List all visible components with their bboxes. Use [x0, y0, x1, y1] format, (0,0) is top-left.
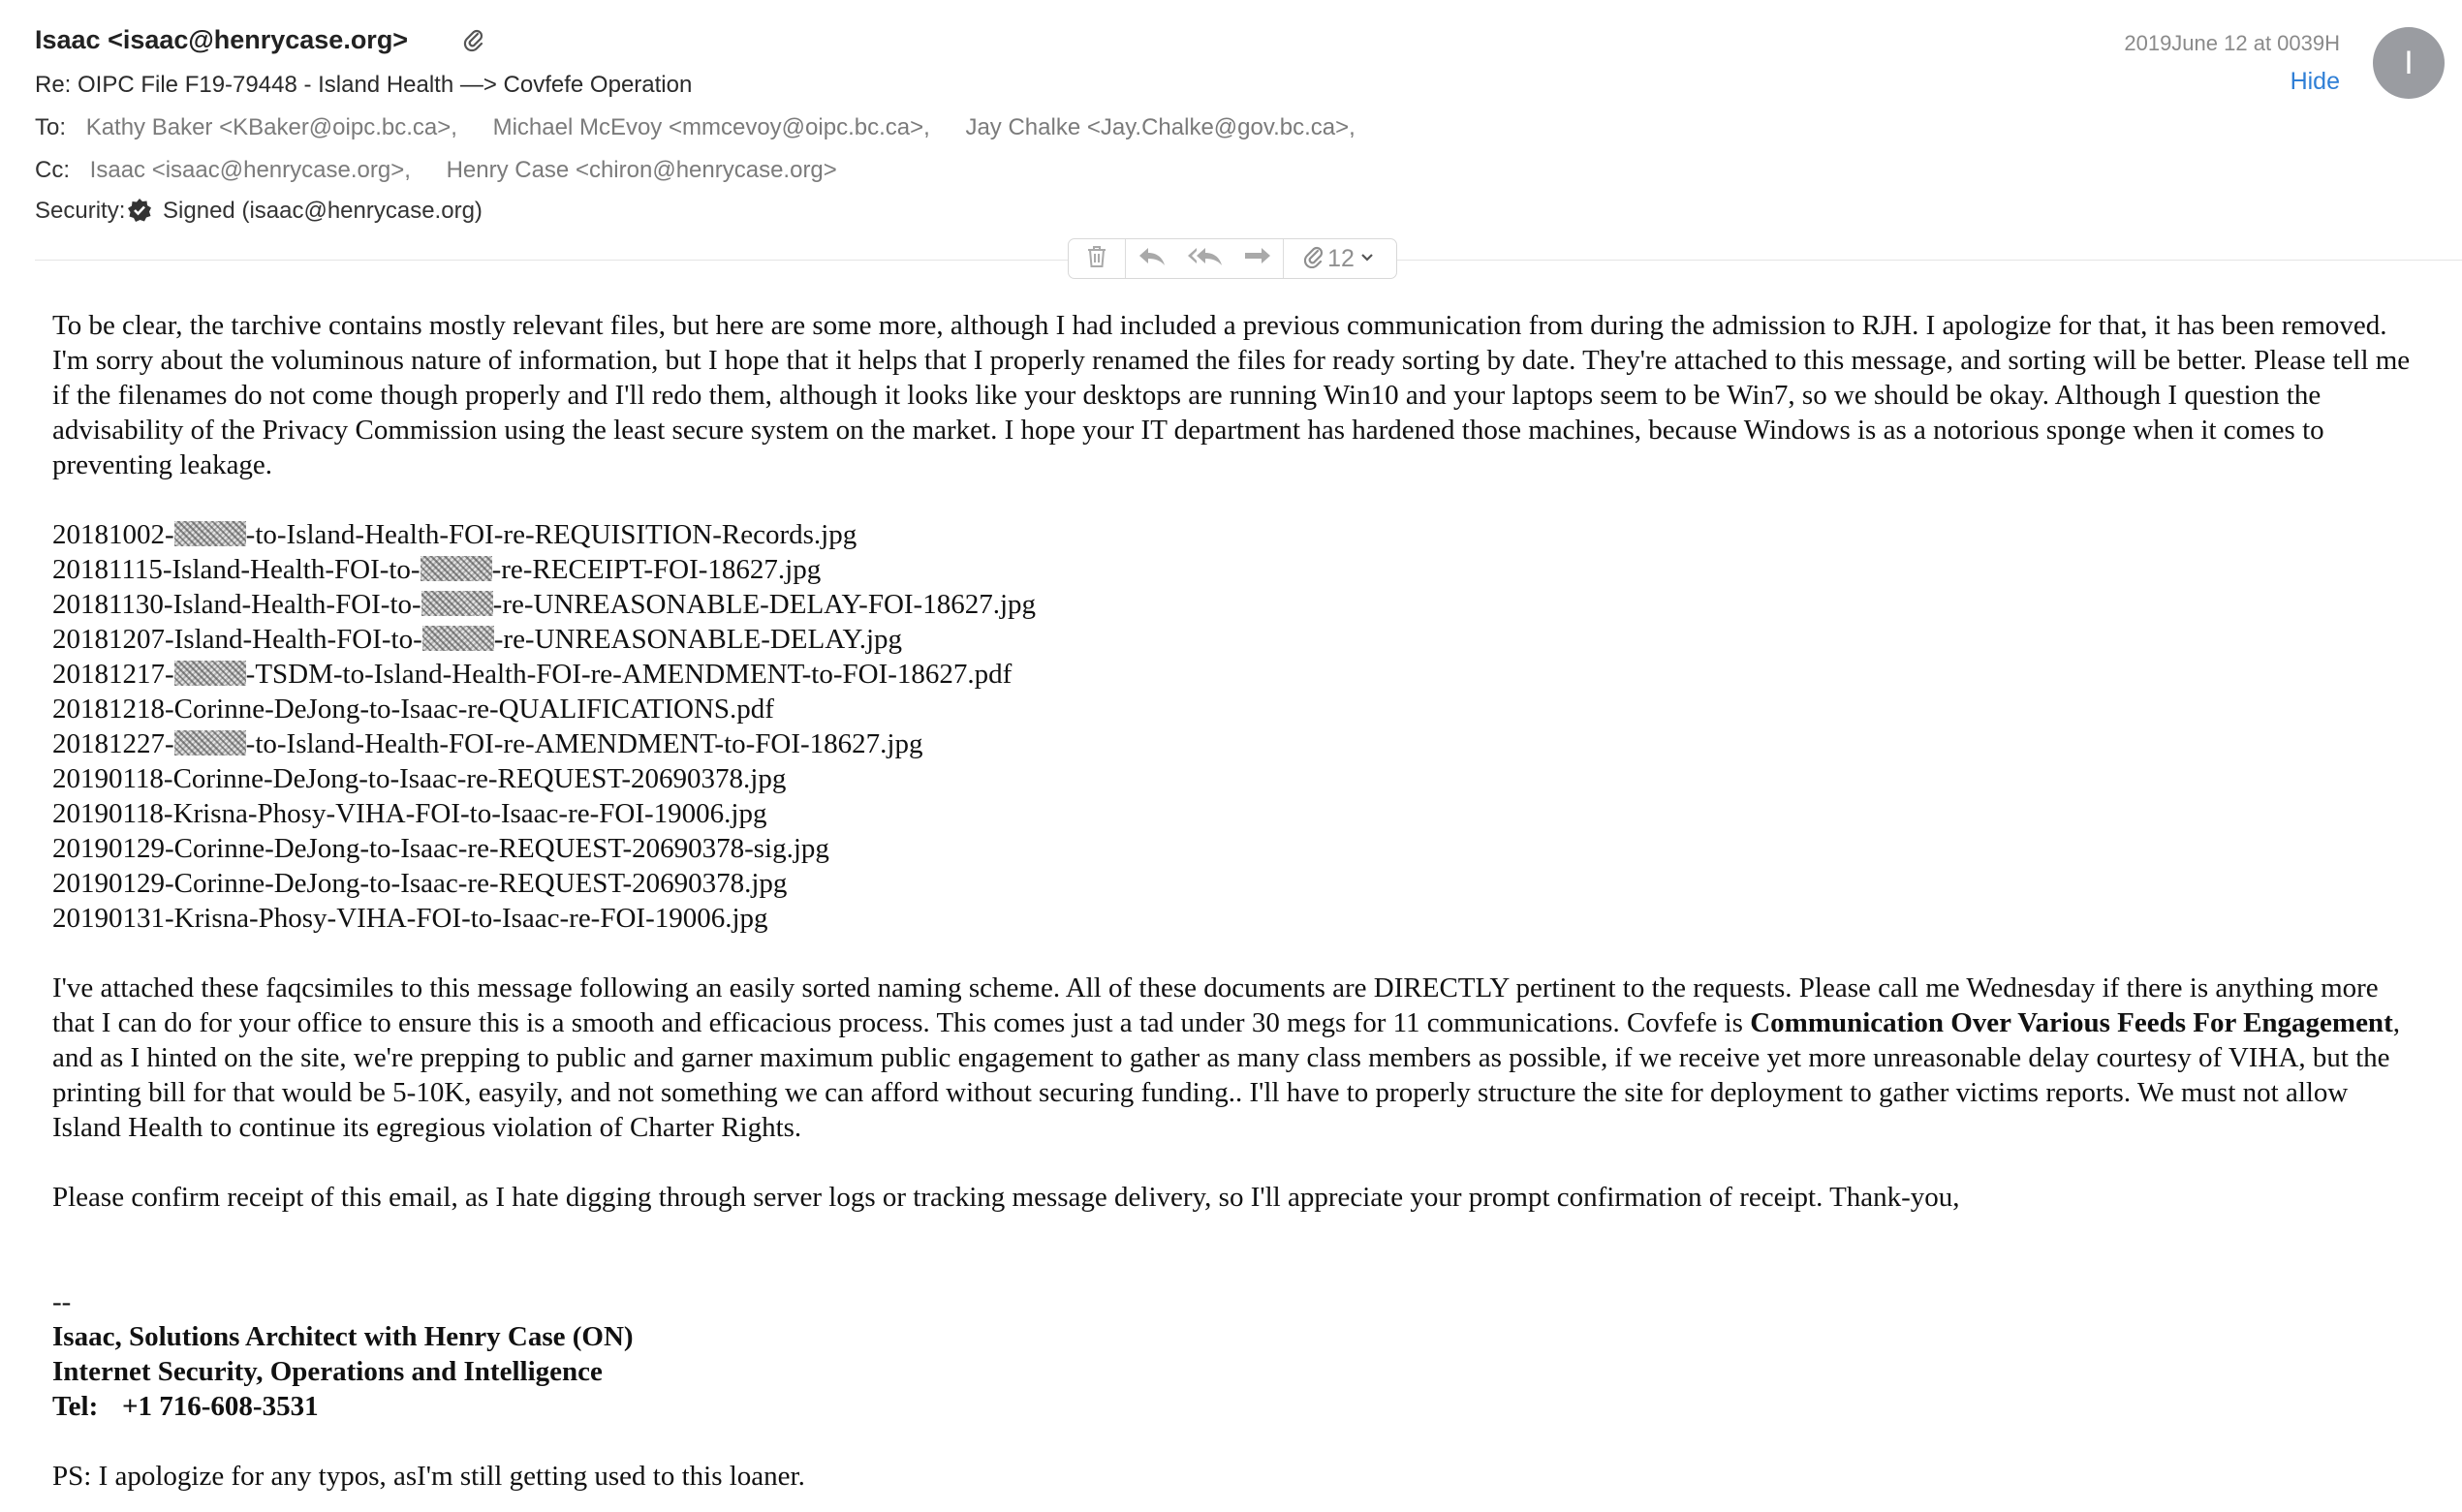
recipient[interactable]: Kathy Baker <KBaker@oipc.bc.ca>, — [85, 114, 457, 140]
chevron-down-icon — [1360, 250, 1374, 267]
message-toolbar — [1068, 238, 1397, 279]
trash-icon — [1086, 245, 1107, 273]
email-date: 2019June 12 at 0039H — [2124, 31, 2340, 55]
redacted-block — [174, 521, 246, 546]
body-paragraph: Please confirm receipt of this email, as I hate digging through server logs or tracking message delivery, so I'll appreciate your prompt confirmation of receipt. Thank-you, — [52, 1182, 1960, 1213]
file-name: 20190129-Corinne-DeJong-to-Isaac-re-REQUEST-20690378-sig.jpg — [52, 833, 829, 864]
signature-title: Internet Security, Operations and Intelligence — [52, 1356, 603, 1387]
forward-icon — [1243, 246, 1272, 272]
signature-dash: -- — [52, 1286, 72, 1317]
covfefe-acronym: Communication Over Various Feeds For Engagement — [1750, 1007, 2393, 1038]
signature-name: Isaac, Solutions Architect with Henry Case (ON) — [52, 1321, 634, 1352]
reply-icon — [1138, 246, 1167, 272]
body-paragraph: To be clear, the tarchive contains mostly relevant files, but here are some more, although I had included a previous communication from during the admission to RJH. I apologize for that, it has been removed. I'm sorry about the voluminous nature of information, but I hope that it helps that I properly renamed the files for ready sorting by date. They're attached to this message, and sorting will be better. Please tell me if the filenames do not come though properly and I'll redo them, although it looks like your desktops are running Win10 and your laptops seem to be Win7, so we should be okay. Although I question the advisability of the Privacy Commission using the least secure system on the market. I hope your IT department has hardened those machines, because Windows is as a notorious sponge when it comes to preventing leakage. — [52, 310, 2411, 480]
redacted-block — [422, 626, 494, 651]
email-body — [52, 308, 2416, 1494]
file-name: 20181115-Island-Health-FOI-to- -re-RECEIPT-FOI-18627.jpg — [52, 554, 822, 585]
file-name: 20181217- -TSDM-to-Island-Health-FOI-re-AMENDMENT-to-FOI-18627.pdf — [52, 659, 1013, 690]
file-name: 20181218-Corinne-DeJong-to-Isaac-re-QUALIFICATIONS.pdf — [52, 694, 774, 725]
to-row — [35, 114, 1371, 141]
to-label: To: — [35, 114, 67, 140]
reply-all-button[interactable] — [1178, 239, 1232, 278]
attachment-count: 12 — [1327, 244, 1355, 272]
email-subject: Re: OIPC File F19-79448 - Island Health —> Covfefe Operation — [35, 72, 693, 98]
cc-recipient[interactable]: Henry Case <chiron@henrycase.org> — [446, 157, 837, 183]
redacted-block — [421, 556, 492, 581]
recipient[interactable]: Michael McEvoy <mmcevoy@oipc.bc.ca>, — [492, 114, 930, 140]
file-name: 20181207-Island-Health-FOI-to- -re-UNREASONABLE-DELAY.jpg — [52, 624, 903, 655]
cc-label: Cc: — [35, 157, 70, 183]
trash-button[interactable] — [1069, 239, 1125, 278]
signature-phone: Tel: +1 716-608-3531 — [52, 1391, 319, 1422]
cc-row — [35, 157, 853, 184]
file-list — [52, 517, 2416, 936]
verified-badge-icon — [127, 198, 152, 223]
file-name: 20181227- -to-Island-Health-FOI-re-AMENDMENT-to-FOI-18627.jpg — [52, 728, 923, 759]
file-name: 20181002- -to-Island-Health-FOI-re-REQUISITION-Records.jpg — [52, 519, 857, 550]
file-name: 20190118-Corinne-DeJong-to-Isaac-re-REQUEST-20690378.jpg — [52, 763, 787, 794]
recipient[interactable]: Jay Chalke <Jay.Chalke@gov.bc.ca>, — [965, 114, 1356, 140]
file-name: 20190118-Krisna-Phosy-VIHA-FOI-to-Isaac-re-FOI-19006.jpg — [52, 798, 767, 829]
forward-button[interactable] — [1232, 239, 1283, 278]
sender-name[interactable]: Isaac <isaac@henrycase.org> — [35, 25, 409, 54]
security-label: Security: — [35, 198, 126, 224]
hide-details-link[interactable]: Hide — [2290, 68, 2340, 95]
paperclip-icon — [1304, 245, 1324, 273]
body-paragraph: I've attached these faqcsimiles to this message following an easily sorted naming scheme. All of these documents are DIRECTLY pertinent to the requests. Please call me Wednesday if there is anything more that I can do for your office to ensure this is a smooth and efficacious process. This comes just a tad under 30 megs for 11 communications. Covfefe is Communication Over Various Feeds For Engagement, and as I hinted on the site, we're prepping to public and garner maximum public engagement to gather as many class members as possible, if we receive yet more unreasonable delay courtesy of VIHA, but the printing bill for that would be 5-10K, easyily, and not something we can afford without securing funding.. I'll have to properly structure the site for deployment to gather victims reports. We must not allow Island Health to continue its egregious violation of Charter Rights. — [52, 972, 2400, 1143]
reply-button[interactable] — [1126, 239, 1178, 278]
file-name: 20190131-Krisna-Phosy-VIHA-FOI-to-Isaac-re-FOI-19006.jpg — [52, 903, 768, 934]
cc-recipient[interactable]: Isaac <isaac@henrycase.org>, — [89, 157, 411, 183]
paperclip-icon — [463, 27, 484, 59]
attachments-button[interactable] — [1284, 239, 1394, 278]
file-name: 20181130-Island-Health-FOI-to- -re-UNREASONABLE-DELAY-FOI-18627.jpg — [52, 589, 1037, 620]
reply-all-icon — [1187, 246, 1224, 272]
redacted-block — [421, 591, 493, 616]
redacted-block — [174, 730, 246, 756]
postscript: PS: I apologize for any typos, asI'm still getting used to this loaner. — [52, 1461, 805, 1492]
redacted-block — [174, 661, 246, 686]
file-name: 20190129-Corinne-DeJong-to-Isaac-re-REQUEST-20690378.jpg — [52, 868, 788, 899]
security-row — [35, 198, 483, 225]
avatar: I — [2373, 27, 2445, 99]
security-value: Signed (isaac@henrycase.org) — [163, 198, 483, 224]
